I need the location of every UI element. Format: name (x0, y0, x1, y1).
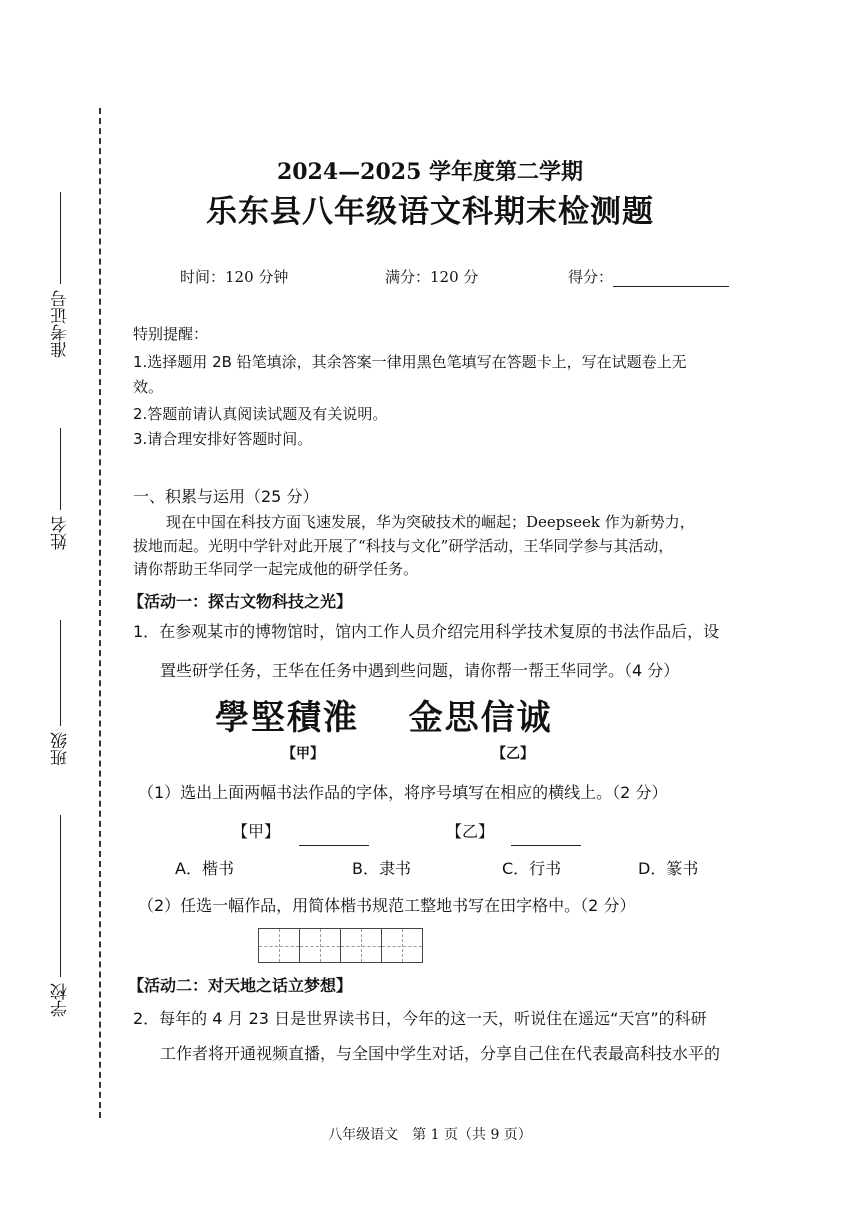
exam-id-label: 准考证号 (50, 290, 71, 358)
label-jia: 【甲】 (282, 746, 324, 762)
binding-dashed-line (99, 108, 101, 1118)
question-2-line-1: 2．每年的 4 月 23 日是世界读书日，今年的这一天，听说住在遥远“天宫”的科研 (133, 1009, 707, 1028)
option-c: C．行书 (502, 859, 562, 878)
name-underline (60, 428, 61, 510)
label-yi: 【乙】 (492, 746, 534, 762)
activity-1-heading: 【活动一：探古文物科技之光】 (128, 592, 353, 611)
school-underline (60, 815, 61, 977)
grid-cell[interactable] (259, 929, 300, 962)
option-d: D．篆书 (638, 859, 699, 878)
intro-line-2: 拔地而起。光明中学针对此开展了“科技与文化”研学活动，王华同学参与其活动， (133, 537, 674, 555)
notice-item-1-cont: 效。 (133, 378, 164, 396)
answer-jia-blank[interactable] (299, 829, 369, 846)
name-field (40, 428, 80, 550)
school-field (40, 815, 80, 1017)
question-1-line-2: 置些研学任务，王华在任务中遇到些问题，请你帮一帮王华同学。（4 分） (160, 661, 680, 680)
class-label: 班级 (50, 732, 71, 766)
section-1-heading: 一、积累与运用（25 分） (133, 487, 319, 506)
activity-2-heading: 【活动二：对天地之话立梦想】 (128, 976, 353, 995)
notice-item-2: 2.答题前请认真阅读试题及有关说明。 (133, 405, 388, 423)
calligraphy-jia: 學堅積淮 (215, 698, 359, 738)
grid-cell[interactable] (382, 929, 422, 962)
page-footer: 八年级语文 第 1 页（共 9 页） (328, 1127, 532, 1143)
score-field (568, 266, 729, 287)
option-b: B．隶书 (352, 859, 411, 878)
score-blank (613, 272, 729, 287)
full-score: 满分：120 分 (385, 268, 479, 286)
class-underline (60, 620, 61, 726)
notice-item-3: 3.请合理安排好答题时间。 (133, 430, 313, 448)
question-2-line-2: 工作者将开通视频直播，与全国中学生对话，分享自己住在代表最高科技水平的 (160, 1044, 721, 1063)
calligraphy-yi: 金思信诚 (408, 698, 553, 738)
score-label: 得分： (568, 268, 614, 286)
answer-jia-label: 【甲】 (232, 822, 281, 841)
option-a: A．楷书 (175, 859, 234, 878)
class-field (40, 620, 80, 766)
intro-line-1: 现在中国在科技方面飞速发展，华为突破技术的崛起；Deepseek 作为新势力， (166, 513, 695, 531)
calligraphy-works (215, 690, 553, 739)
notice-item-1: 1.选择题用 2B 铅笔填涂，其余答案一律用黑色笔填写在答题卡上，写在试题卷上无 (133, 353, 687, 371)
exam-time: 时间：120 分钟 (180, 268, 289, 286)
question-1-line-1: 1．在参观某市的博物馆时，馆内工作人员介绍完用科学技术复原的书法作品后，设 (133, 622, 720, 641)
question-1-2: （2）任选一幅作品，用简体楷书规范工整地书写在田字格中。（2 分） (138, 896, 636, 915)
answer-jia-field (232, 818, 369, 846)
writing-grid[interactable] (258, 928, 423, 963)
question-1-1: （1）选出上面两幅书法作品的字体，将序号填写在相应的横线上。（2 分） (138, 783, 668, 802)
notice-heading: 特别提醒： (133, 325, 209, 343)
answer-yi-field (446, 818, 581, 846)
intro-line-3: 请你帮助王华同学一起完成他的研学任务。 (133, 560, 419, 578)
answer-yi-blank[interactable] (511, 829, 581, 846)
page-title: 乐东县八年级语文科期末检测题 (206, 194, 654, 230)
grid-cell[interactable] (341, 929, 382, 962)
name-label: 姓名 (50, 516, 71, 550)
school-label: 学校 (50, 983, 71, 1017)
grid-cell[interactable] (300, 929, 341, 962)
term-heading: 2024—2025 学年度第二学期 (276, 159, 584, 185)
answer-yi-label: 【乙】 (446, 822, 495, 841)
